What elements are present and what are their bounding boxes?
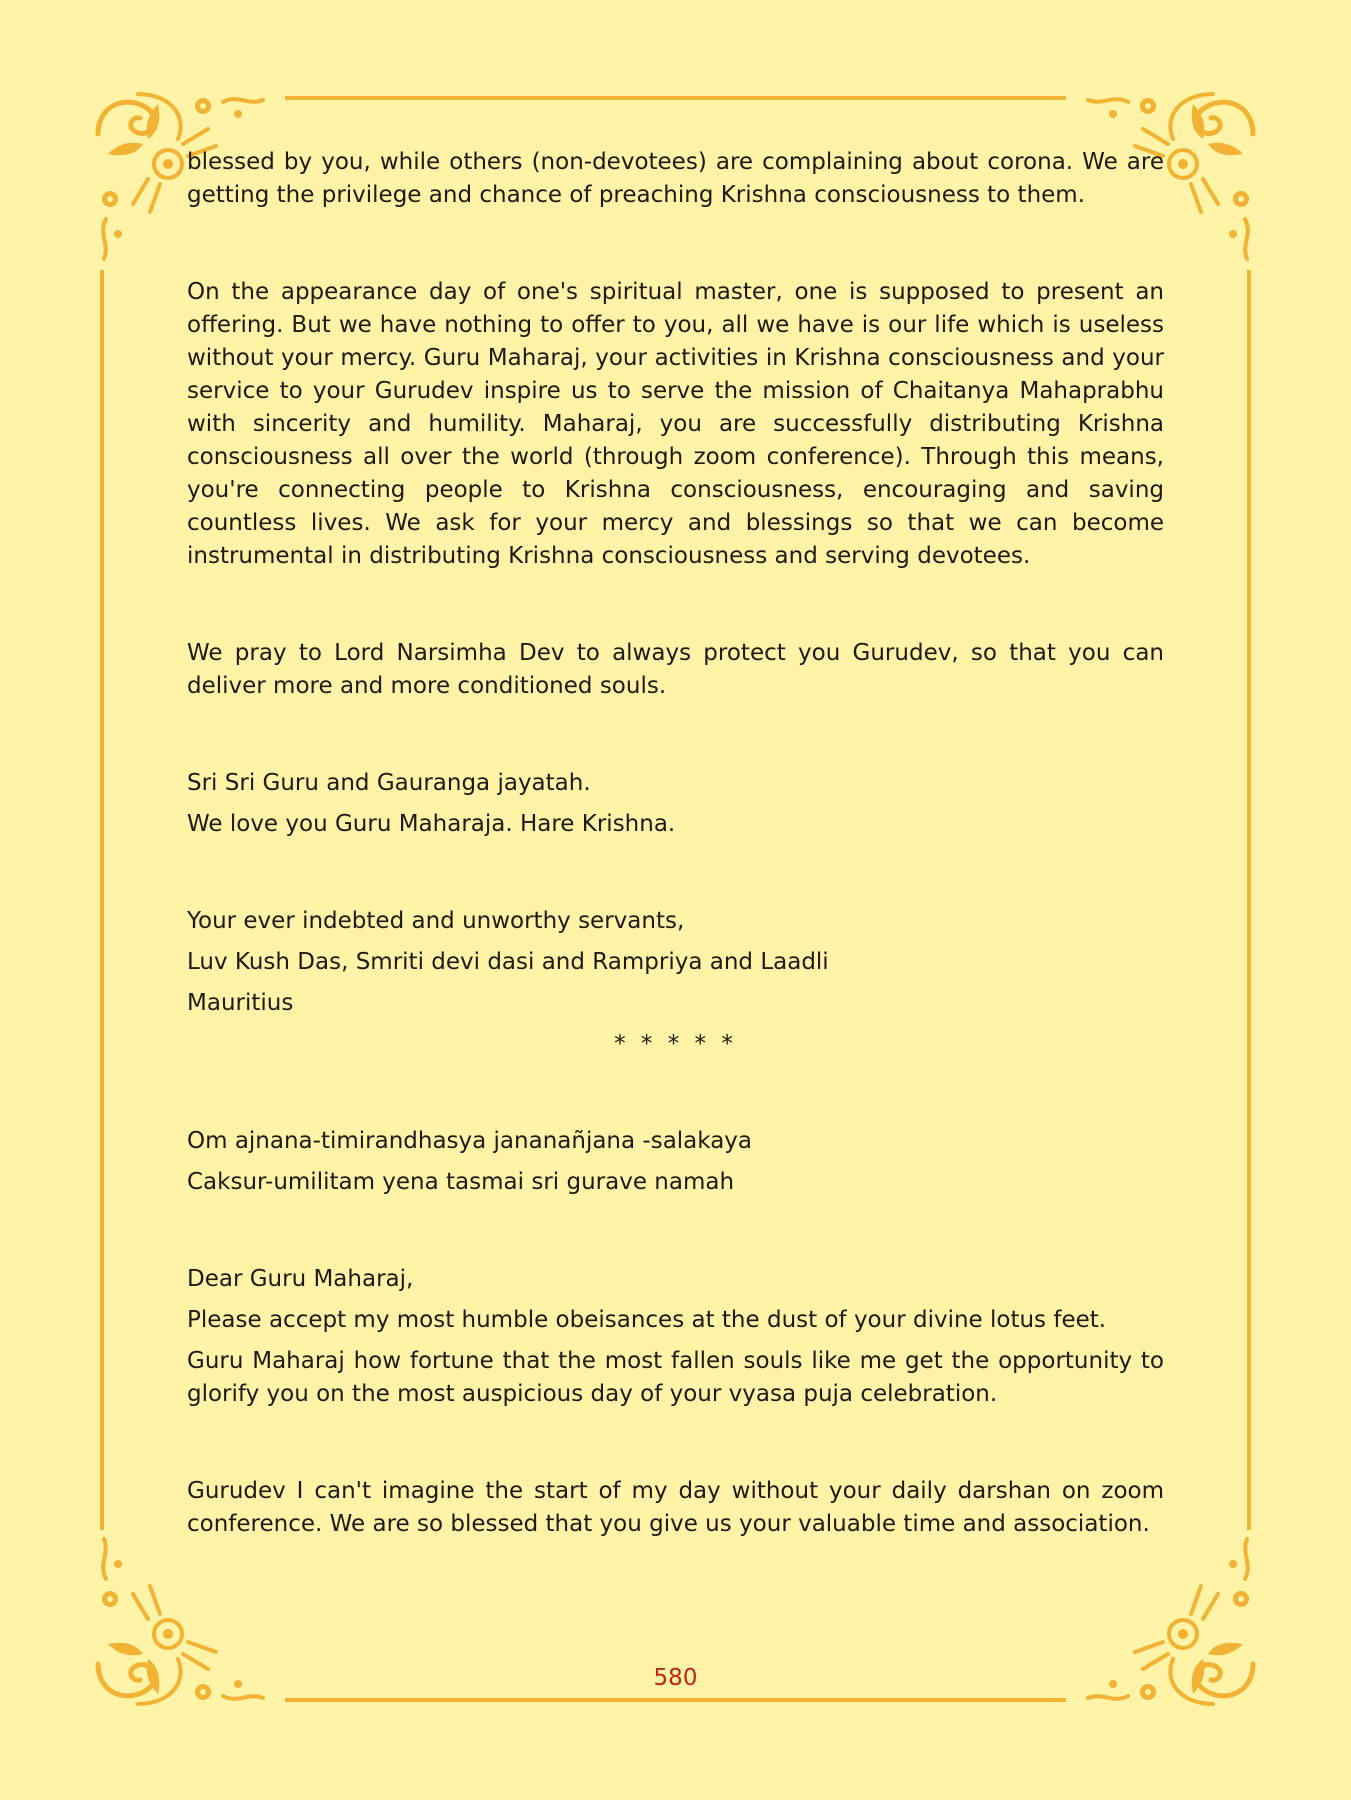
paragraph: blessed by you, while others (non-devotees) are complaining about corona. We are getting the privilege and chance of preaching Krishna consciousness to them. — [187, 149, 1164, 208]
paragraph: We pray to Lord Narsimha Dev to always protect you Gurudev, so that you can deliver more and more conditioned souls. — [187, 640, 1164, 699]
salutation: Dear Guru Maharaj, — [187, 1266, 414, 1292]
page-number: 580 — [653, 1665, 698, 1691]
signature-location: Mauritius — [187, 990, 294, 1016]
signature-line: Your ever indebted and unworthy servants, — [187, 908, 685, 934]
section-separator: * * * * * — [614, 1031, 737, 1057]
verse-line: Om ajnana-timirandhasya jananañjana -salakaya — [187, 1128, 752, 1154]
paragraph: Sri Sri Guru and Gauranga jayatah. — [187, 770, 591, 796]
paragraph: Guru Maharaj how fortune that the most fallen souls like me get the opportunity to glorify you on the most auspicious day of your vyasa puja celebration. — [187, 1348, 1164, 1407]
paragraph: Gurudev I can't imagine the start of my day without your daily darshan on zoom conference. We are so blessed that you give us your valuable time and association. — [187, 1478, 1164, 1537]
paragraph: Please accept my most humble obeisances at the dust of your divine lotus feet. — [187, 1307, 1107, 1333]
letter-body — [187, 146, 1164, 1541]
verse-line: Caksur-umilitam yena tasmai sri gurave namah — [187, 1169, 735, 1195]
paragraph: We love you Guru Maharaja. Hare Krishna. — [187, 811, 676, 837]
signature-names: Luv Kush Das, Smriti devi dasi and Rampriya and Laadli — [187, 949, 829, 975]
paragraph: On the appearance day of one's spiritual master, one is supposed to present an offering. But we have nothing to offer to you, all we have is our life which is useless without your mercy. Guru Maharaj, your activities in Krishna consciousness and your service to your Gurudev inspire us to serve the mission of Chaitanya Mahaprabhu with sincerity and humility. Maharaj, you are successfully distributing Krishna consciousness all over the world (through zoom conference). Through this means, you're connecting people to Krishna consciousness, encouraging and saving countless lives. We ask for your mercy and blessings so that we can become instrumental in distributing Krishna consciousness and serving devotees. — [187, 279, 1164, 569]
